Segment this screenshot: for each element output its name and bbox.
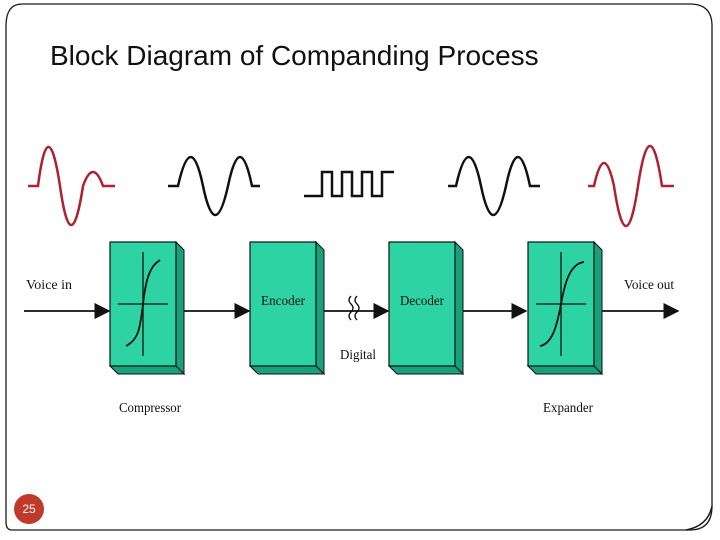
encoder-block <box>250 242 324 374</box>
voice-in-label: Voice in <box>26 278 72 293</box>
decoder-label: Decoder <box>400 294 445 309</box>
decoder-block <box>389 242 463 374</box>
wave-compressed-icon <box>168 157 260 215</box>
digital-label: Digital <box>340 348 377 363</box>
wave-decoded-icon <box>448 157 540 215</box>
expander-label: Expander <box>543 401 594 416</box>
voice-out-label: Voice out <box>624 278 675 293</box>
encoder-label: Encoder <box>261 294 306 309</box>
slide-title: Block Diagram of Companding Process <box>50 40 539 71</box>
square-wave-digital-icon <box>304 172 394 196</box>
compressor-block <box>110 242 184 374</box>
slide-number-badge <box>14 494 44 524</box>
wave-voice-out-icon <box>588 146 674 226</box>
wave-voice-in-icon <box>28 147 115 225</box>
expander-block <box>528 242 602 374</box>
compressor-label: Compressor <box>119 401 182 416</box>
slide-number: 25 <box>22 502 36 516</box>
channel-break-icon <box>349 296 359 320</box>
curled-corner <box>686 506 712 530</box>
